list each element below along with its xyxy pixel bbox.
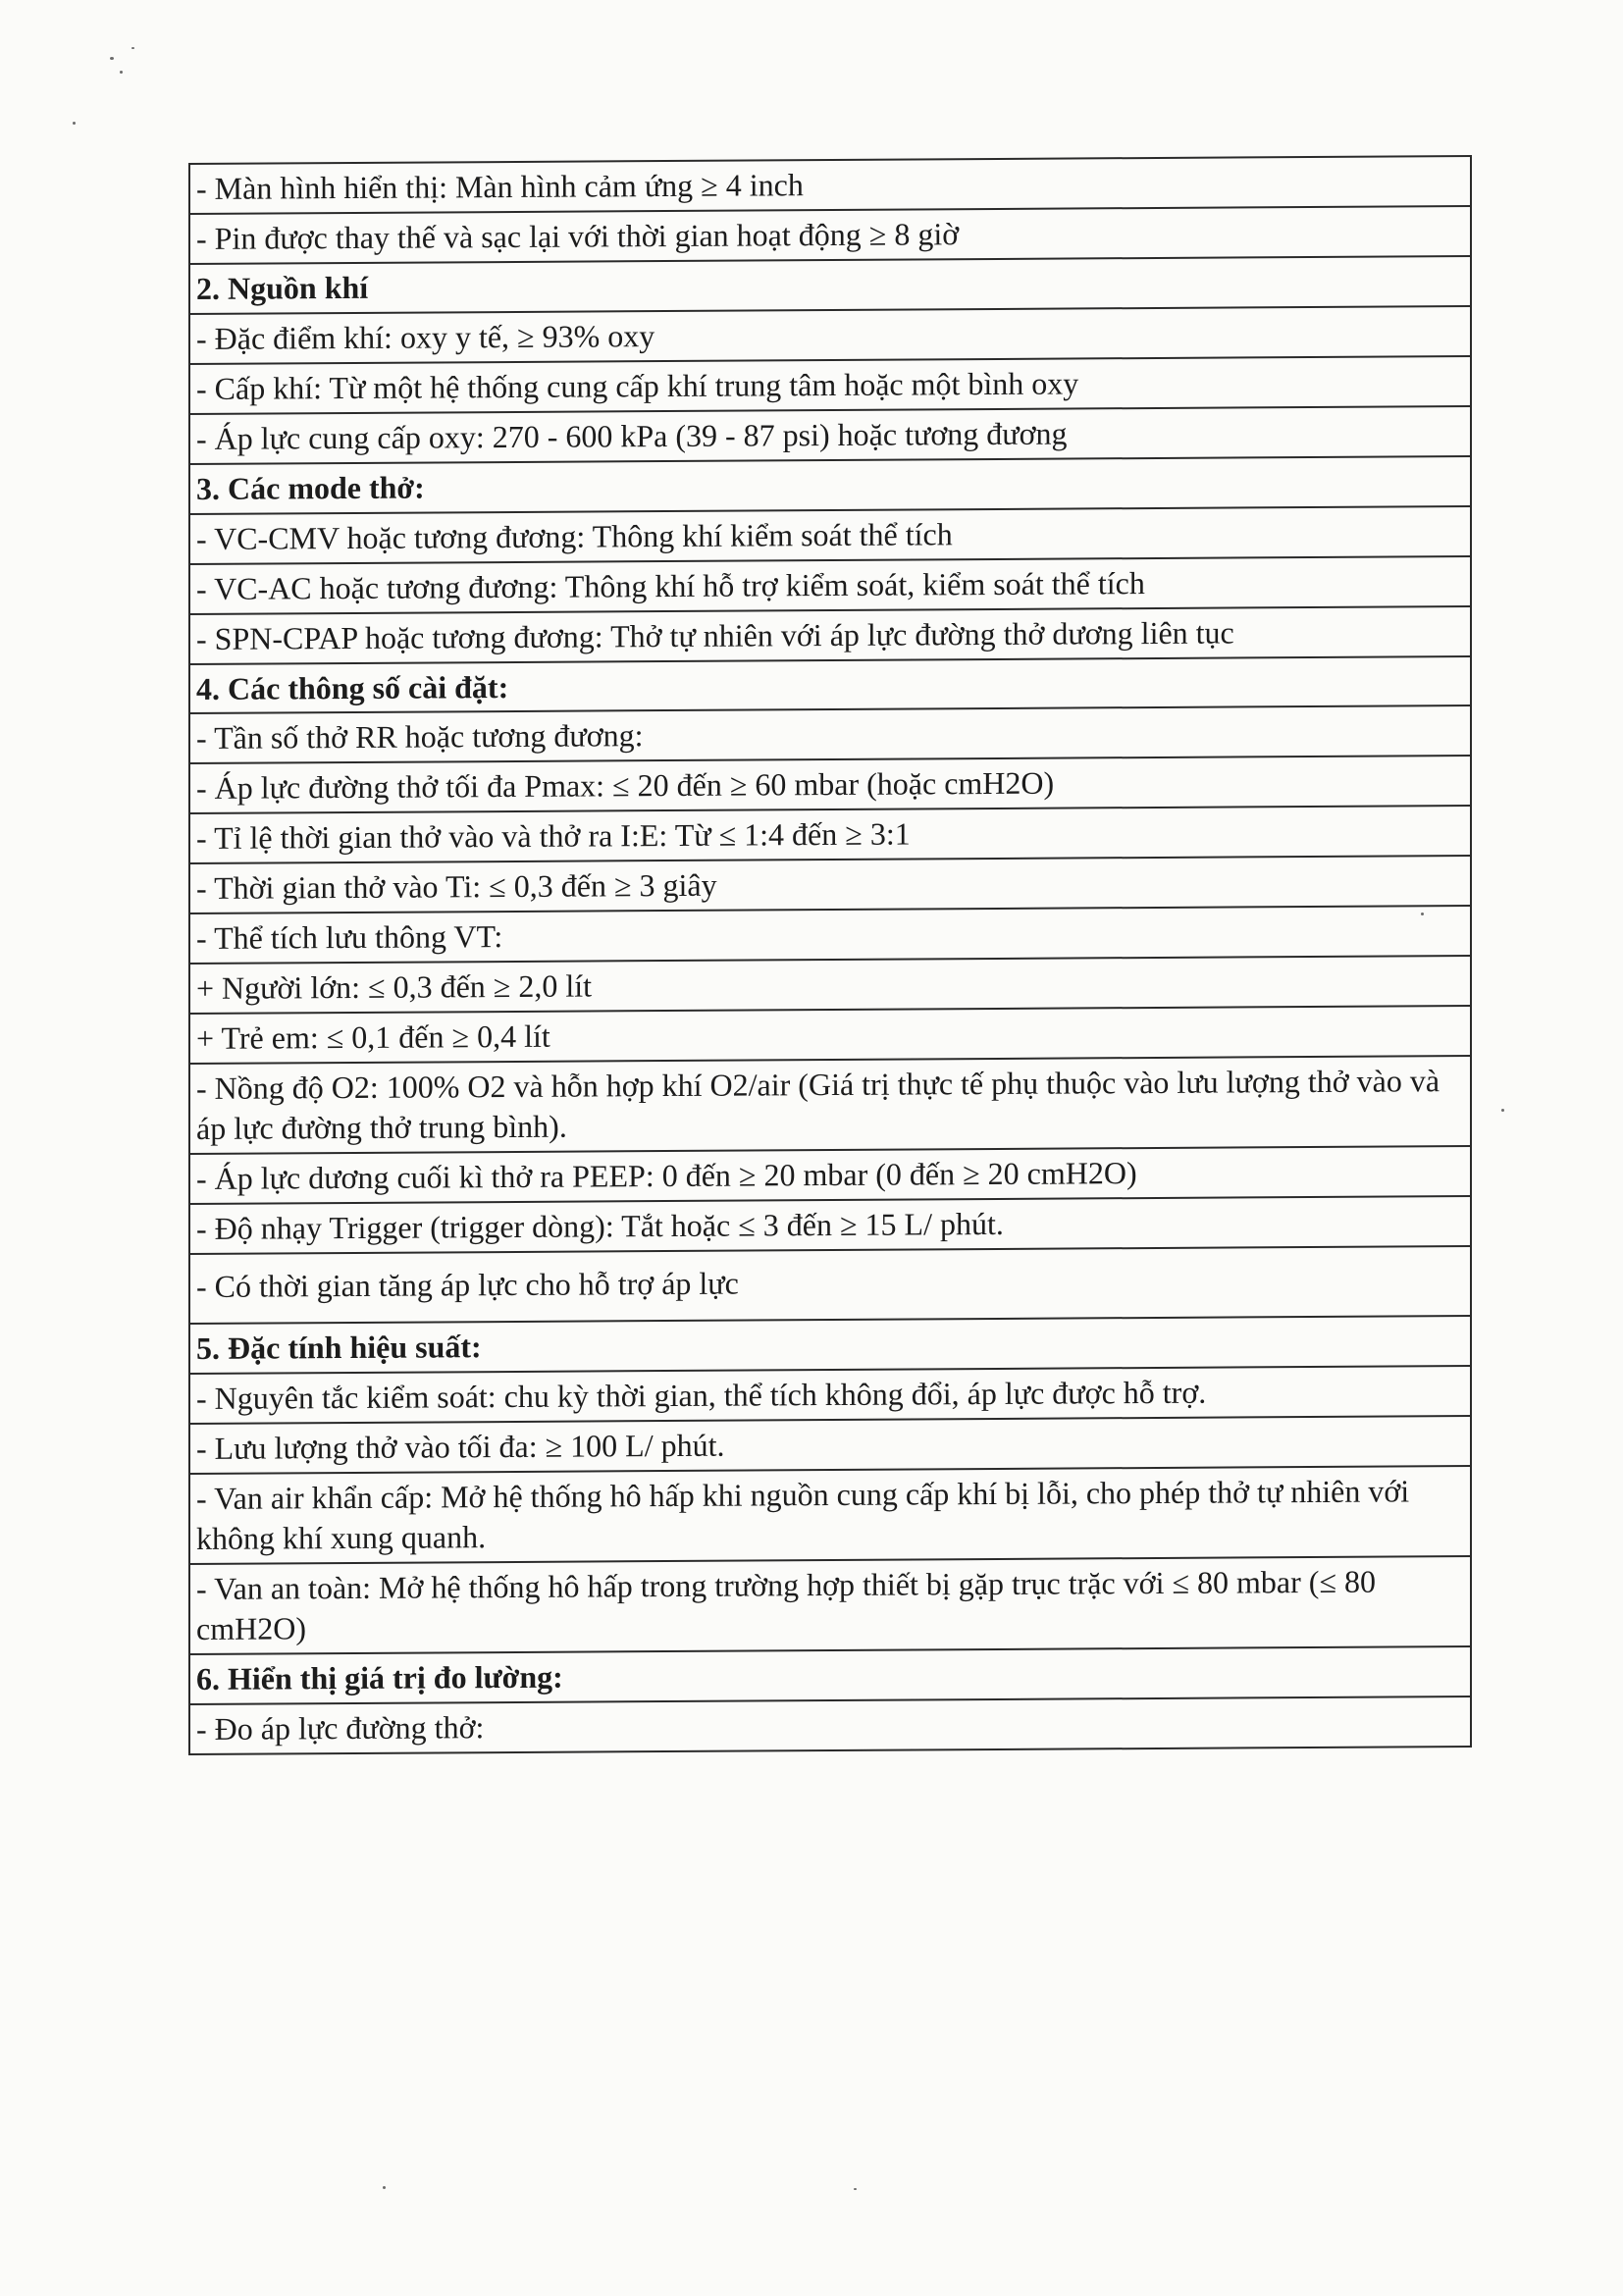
spec-row <box>189 506 1471 564</box>
spec-row <box>189 1146 1471 1204</box>
section-heading: 6. Hiển thị giá trị đo lường: <box>189 1646 1471 1704</box>
scan-speck <box>73 122 76 125</box>
spec-item-text: - Áp lực dương cuối kì thở ra PEEP: 0 đến ≥ 20 mbar (0 đến ≥ 20 cmH2O) <box>189 1146 1471 1204</box>
spec-item-text: - Pin được thay thế và sạc lại với thời gian hoạt động ≥ 8 giờ <box>189 206 1471 264</box>
spec-item-text: - VC-CMV hoặc tương đương: Thông khí kiểm soát thể tích <box>189 506 1471 564</box>
scan-speck <box>383 2186 386 2189</box>
spec-item-text: + Trẻ em: ≤ 0,1 đến ≥ 0,4 lít <box>189 1006 1471 1064</box>
spec-item-text: - Độ nhạy Trigger (trigger dòng): Tắt hoặc ≤ 3 đến ≥ 15 L/ phút. <box>189 1196 1471 1254</box>
spec-item-text: - Van air khẩn cấp: Mở hệ thống hô hấp khi nguồn cung cấp khí bị lỗi, cho phép thở tự nhiên với không khí xung quanh. <box>189 1466 1471 1564</box>
section-heading-row <box>189 256 1471 314</box>
section-heading: 2. Nguồn khí <box>189 256 1471 314</box>
spec-row <box>189 1416 1471 1474</box>
spec-item-text: - Tần số thở RR hoặc tương đương: <box>189 706 1471 764</box>
spec-row <box>189 1246 1471 1324</box>
spec-item-text: - Áp lực cung cấp oxy: 270 - 600 kPa (39 - 87 psi) hoặc tương đương <box>189 406 1471 464</box>
section-heading-row <box>189 456 1471 514</box>
spec-item-text: - VC-AC hoặc tương đương: Thông khí hỗ trợ kiểm soát, kiểm soát thể tích <box>189 556 1471 614</box>
spec-item-text: - Cấp khí: Từ một hệ thống cung cấp khí trung tâm hoặc một bình oxy <box>189 356 1471 414</box>
scan-speck <box>120 71 123 74</box>
spec-row <box>189 1696 1471 1754</box>
spec-item-text: - Đặc điểm khí: oxy y tế, ≥ 93% oxy <box>189 306 1471 364</box>
spec-row <box>189 1006 1471 1064</box>
spec-item-text: - Có thời gian tăng áp lực cho hỗ trợ áp lực <box>189 1246 1471 1324</box>
section-heading-row <box>189 656 1471 714</box>
spec-row <box>189 206 1471 264</box>
scan-speck <box>131 47 134 49</box>
spec-row <box>189 156 1471 214</box>
spec-row <box>189 1366 1471 1424</box>
section-heading-row <box>189 1316 1471 1374</box>
spec-item-text: + Người lớn: ≤ 0,3 đến ≥ 2,0 lít <box>189 956 1471 1014</box>
spec-item-text: - Nguyên tắc kiểm soát: chu kỳ thời gian, thể tích không đổi, áp lực được hỗ trợ. <box>189 1366 1471 1424</box>
spec-row <box>189 406 1471 464</box>
scan-speck <box>854 2188 857 2190</box>
section-heading-row <box>189 1646 1471 1704</box>
spec-row <box>189 1466 1471 1564</box>
specification-table <box>188 155 1472 1754</box>
spec-row <box>189 706 1471 764</box>
spec-row <box>189 906 1471 964</box>
spec-item-text: - Nồng độ O2: 100% O2 và hỗn hợp khí O2/air (Giá trị thực tế phụ thuộc vào lưu lượng thở vào và áp lực đường thở trung bình). <box>189 1056 1471 1154</box>
spec-item-text: - Thời gian thở vào Ti: ≤ 0,3 đến ≥ 3 giây <box>189 856 1471 913</box>
spec-item-text: - Lưu lượng thở vào tối đa: ≥ 100 L/ phút. <box>189 1416 1471 1474</box>
spec-row <box>189 856 1471 913</box>
spec-row <box>189 606 1471 664</box>
section-heading: 3. Các mode thở: <box>189 456 1471 514</box>
spec-item-text: - Áp lực đường thở tối đa Pmax: ≤ 20 đến ≥ 60 mbar (hoặc cmH2O) <box>189 756 1471 813</box>
specification-table-body <box>189 156 1471 1753</box>
spec-row <box>189 756 1471 813</box>
spec-item-text: - Đo áp lực đường thở: <box>189 1696 1471 1754</box>
spec-row <box>189 806 1471 863</box>
spec-item-text: - SPN-CPAP hoặc tương đương: Thở tự nhiên với áp lực đường thở dương liên tục <box>189 606 1471 664</box>
section-heading: 4. Các thông số cài đặt: <box>189 656 1471 714</box>
spec-row <box>189 306 1471 364</box>
spec-item-text: - Tỉ lệ thời gian thở vào và thở ra I:E: Từ ≤ 1:4 đến ≥ 3:1 <box>189 806 1471 863</box>
spec-item-text: - Thể tích lưu thông VT: <box>189 906 1471 964</box>
spec-row <box>189 556 1471 614</box>
spec-row <box>189 1056 1471 1154</box>
spec-row <box>189 1196 1471 1254</box>
spec-row <box>189 956 1471 1014</box>
section-heading: 5. Đặc tính hiệu suất: <box>189 1316 1471 1374</box>
scan-speck <box>110 57 114 60</box>
spec-item-text: - Van an toàn: Mở hệ thống hô hấp trong trường hợp thiết bị gặp trục trặc với ≤ 80 mbar (≤ 80 cmH2O) <box>189 1556 1471 1654</box>
spec-row <box>189 1556 1471 1654</box>
scan-speck <box>1501 1109 1504 1112</box>
spec-item-text: - Màn hình hiển thị: Màn hình cảm ứng ≥ 4 inch <box>189 156 1471 214</box>
spec-row <box>189 356 1471 414</box>
